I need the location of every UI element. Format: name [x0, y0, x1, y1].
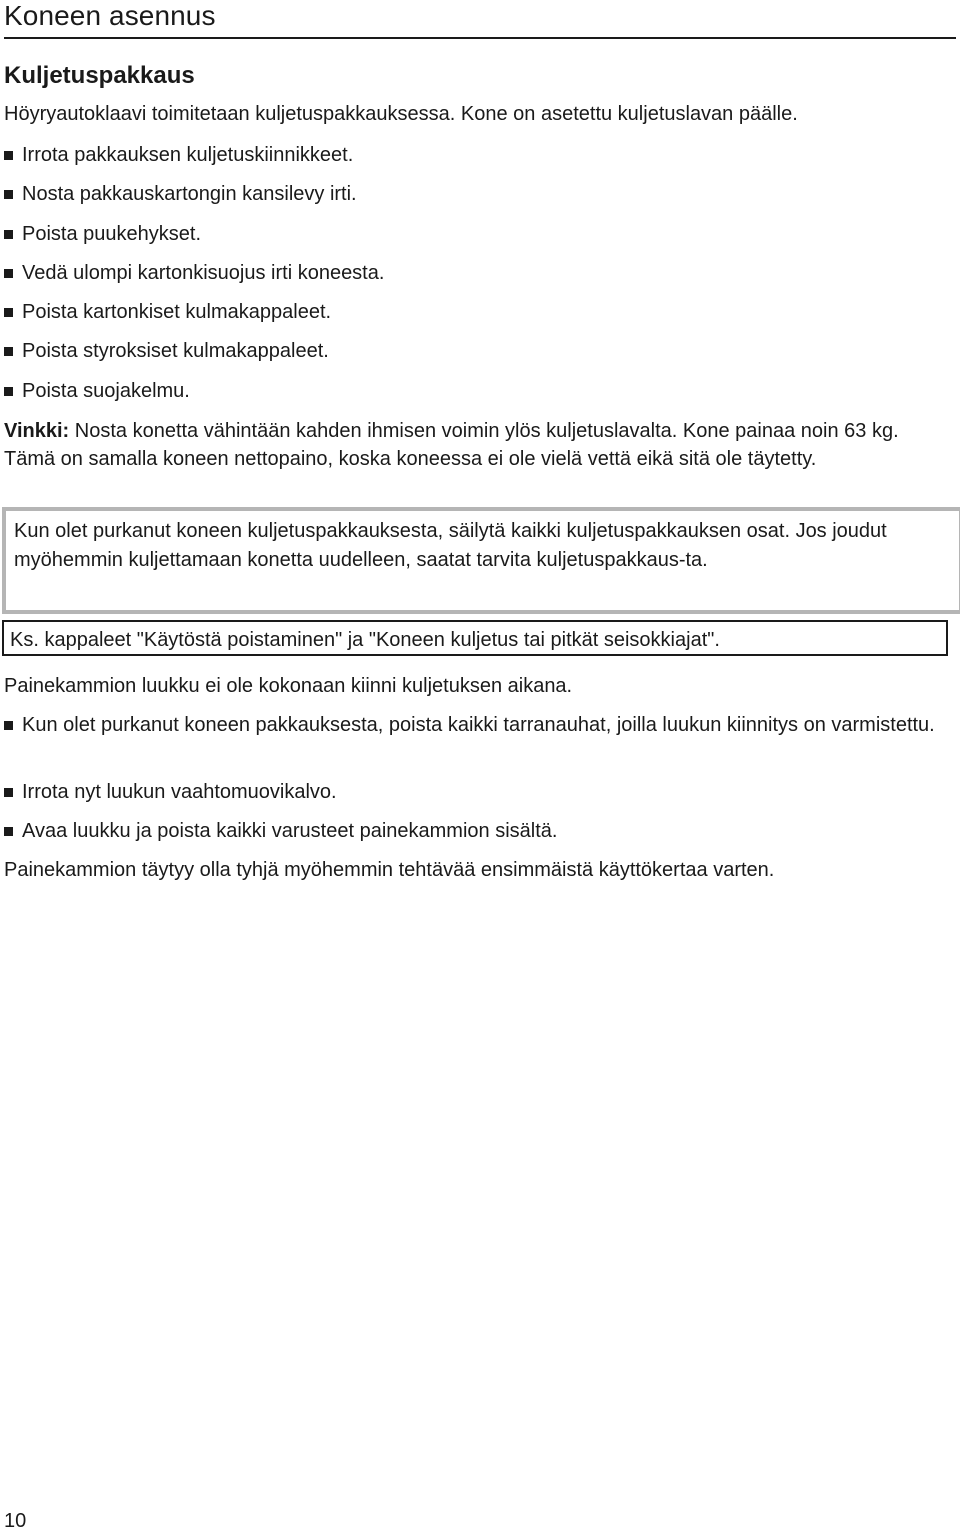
bullet-square-icon	[4, 151, 13, 160]
step-text: Poista puukehykset.	[22, 223, 201, 245]
step-text: Poista styroksiset kulmakappaleet.	[22, 340, 329, 362]
bullet-square-icon	[4, 827, 13, 836]
step-item	[4, 298, 949, 326]
section-title: Kuljetuspakkaus	[4, 62, 195, 89]
note-text: Kun olet purkanut koneen kuljetuspakkauksesta, säilytä kaikki kuljetuspakkauksen osat. Jos joudut myöhemmin kuljettamaan konetta uudelleen, saatat tarvita kuljetuspakkaus-ta.	[14, 520, 887, 571]
step-text: Irrota pakkauksen kuljetuskiinnikkeet.	[22, 144, 354, 166]
door-step-text: Irrota nyt luukun vaahtomuovikalvo.	[22, 781, 337, 803]
page-number: 10	[4, 1510, 27, 1532]
bullet-square-icon	[4, 721, 13, 730]
door-step-text: Avaa luukku ja poista kaikki varusteet painekammion sisältä.	[22, 820, 558, 842]
bullet-square-icon	[4, 230, 13, 239]
title-divider	[4, 37, 956, 39]
tip-text: Nosta konetta vähintään kahden ihmisen voimin ylös kuljetuslavalta. Kone painaa noin 63 kg. Tämä on samalla koneen nettopaino, koska koneessa ei ole vielä vettä eikä sitä ole täytetty.	[4, 420, 899, 470]
step-item	[4, 180, 949, 208]
tip-label: Vinkki:	[4, 420, 70, 442]
tip-paragraph	[4, 417, 949, 473]
step-text: Vedä ulompi kartonkisuojus irti koneesta.	[22, 262, 385, 284]
bullet-square-icon	[4, 308, 13, 317]
bullet-square-icon	[4, 269, 13, 278]
reference-box	[2, 620, 948, 656]
door-step-text: Kun olet purkanut koneen pakkauksesta, poista kaikki tarranauhat, joilla luukun kiinnitys on varmistettu.	[22, 714, 935, 736]
page-title: Koneen asennus	[4, 0, 216, 31]
step-item	[4, 337, 949, 365]
step-text: Poista suojakelmu.	[22, 380, 190, 402]
door-step-item	[4, 778, 949, 806]
bullet-square-icon	[4, 788, 13, 797]
door-intro-text: Painekammion luukku ei ole kokonaan kiinni kuljetuksen aikana.	[4, 675, 573, 697]
step-item	[4, 141, 949, 169]
step-item	[4, 259, 949, 287]
door-step-item	[4, 817, 949, 845]
bullet-square-icon	[4, 387, 13, 396]
step-text: Poista kartonkiset kulmakappaleet.	[22, 301, 332, 323]
step-item	[4, 220, 949, 248]
intro-text: Höyryautoklaavi toimitetaan kuljetuspakkauksessa. Kone on asetettu kuljetuslavan päälle.	[4, 103, 798, 125]
door-step-item	[4, 711, 949, 739]
reference-text: Ks. kappaleet "Käytöstä poistaminen" ja "Koneen kuljetus tai pitkät seisokkiajat".	[10, 629, 720, 651]
note-box	[2, 507, 960, 614]
bullet-square-icon	[4, 190, 13, 199]
closing-text: Painekammion täytyy olla tyhjä myöhemmin tehtävää ensimmäistä käyttökertaa varten.	[4, 859, 775, 881]
step-item	[4, 377, 949, 405]
bullet-square-icon	[4, 347, 13, 356]
step-text: Nosta pakkauskartongin kansilevy irti.	[22, 183, 357, 205]
